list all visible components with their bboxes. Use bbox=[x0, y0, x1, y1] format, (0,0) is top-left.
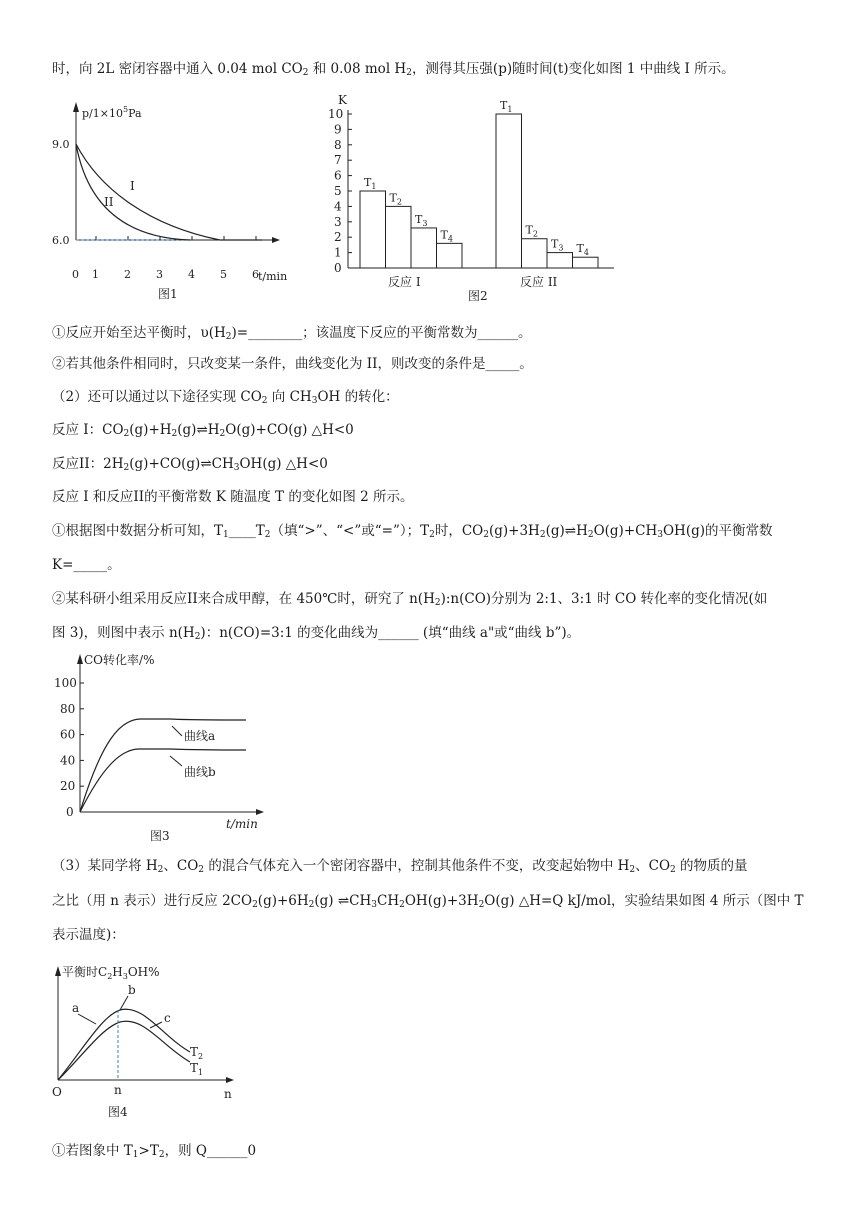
fig4-ylabel: 平衡时$C_2H_3OH\%$ bbox=[62, 965, 160, 981]
fig2-bar-2-T4 bbox=[573, 257, 599, 268]
fig2-bar-label: $T_3$ bbox=[551, 237, 564, 253]
fig1-xtick-2: 2 bbox=[124, 268, 131, 281]
fig4-label-T2: $T_2$ bbox=[190, 1045, 204, 1061]
fig1-xticks bbox=[72, 268, 259, 281]
reaction-2: 反应II：$2H_2(g)+CO(g)\rightleftharpoons CH_3OH(g)$ △H<0 bbox=[52, 456, 328, 473]
fig1-axes bbox=[73, 102, 280, 243]
fig3-label-a: 曲线a bbox=[184, 729, 216, 743]
fig4-xlabel: n bbox=[224, 1087, 232, 1101]
fig2-bar-label: $T_2$ bbox=[525, 223, 538, 239]
fig1-xtick-0: 0 bbox=[72, 268, 79, 281]
fig3-ylabel: CO转化率/% bbox=[84, 653, 155, 667]
fig4-origin: O bbox=[52, 1085, 62, 1099]
fig2-bar-2-T1 bbox=[496, 114, 522, 268]
fig3-ytick-100: 100 bbox=[54, 676, 77, 690]
fig2-group-label-1: 反应 I bbox=[388, 275, 421, 289]
fig1-xtick-4: 4 bbox=[188, 268, 195, 281]
fig2-bar-2-T3 bbox=[547, 253, 573, 268]
fig1-label-I: I bbox=[130, 179, 135, 193]
fig3-caption: 图3 bbox=[150, 829, 170, 843]
fig2-bar-label: $T_3$ bbox=[415, 212, 428, 228]
fig2-ytick-0: 0 bbox=[334, 261, 342, 275]
fig3-ytick-0: 0 bbox=[66, 805, 74, 819]
fig1-curve-I bbox=[76, 144, 262, 240]
k-description: 反应 I 和反应II的平衡常数 K 随温度 T 的变化如图 2 所示。 bbox=[52, 489, 414, 505]
reaction-1: 反应 I：$CO_2(g)+H_2(g)\rightleftharpoons H_2O(g)+CO(g)$ △H<0 bbox=[52, 422, 354, 439]
fig2-ytick-8: 8 bbox=[334, 137, 342, 152]
fig3-ytick-60: 60 bbox=[60, 727, 76, 742]
fig1-ytick-6: 6.0 bbox=[52, 234, 70, 247]
fig2-ylabel: K bbox=[338, 93, 347, 107]
fig4-label-b: b bbox=[128, 983, 136, 997]
question-5: ①若图象中 $T_1>T_2$，则 Q______0 bbox=[52, 1143, 257, 1160]
fig1-xlabel: t/min bbox=[258, 270, 288, 283]
fig3-ytick-80: 80 bbox=[60, 701, 76, 716]
fig4-label-a: a bbox=[72, 1001, 80, 1015]
fig1-caption: 图1 bbox=[158, 287, 178, 301]
fig3-curve-b bbox=[80, 749, 246, 812]
fig2-caption: 图2 bbox=[468, 289, 488, 303]
part-3-line-3: 表示温度)： bbox=[52, 927, 125, 943]
fig1-xtick-1: 1 bbox=[92, 268, 99, 281]
fig3-xlabel: t/min bbox=[226, 817, 258, 831]
figure-2-k-bar-chart bbox=[320, 90, 620, 305]
fig2-bar-1-T1 bbox=[360, 191, 386, 268]
fig2-bar-1-T2 bbox=[386, 206, 412, 268]
fig3-ytick-40: 40 bbox=[60, 753, 76, 768]
fig2-bar-label: $T_1$ bbox=[364, 176, 377, 191]
fig2-bar-label: $T_2$ bbox=[389, 191, 402, 207]
fig2-bar-1-T4 bbox=[437, 243, 463, 268]
fig1-ylabel: $p/1\times 10^5Pa$ bbox=[82, 105, 142, 120]
fig2-bar-label: $T_1$ bbox=[500, 99, 513, 114]
fig2-ytick-1: 1 bbox=[334, 245, 342, 260]
fig4-label-c: c bbox=[164, 1011, 171, 1025]
part-3-line-1: （3）某同学将 $H_2$、$CO_2$ 的混合气体充入一个密闭容器中，控制其他条件不变，改变起始物中 $H_2$、$CO_2$ 的物质的量 bbox=[52, 858, 748, 875]
figure-1-pressure-chart bbox=[40, 100, 320, 305]
question-4-cont: 图 3)，则图中表示 $n(H_2)$：n(CO)=3:1 的变化曲线为______ (填“曲线 a"或“曲线 b”)。 bbox=[52, 625, 581, 642]
fig2-ytick-9: 9 bbox=[334, 122, 342, 137]
question-3-k: K=_____。 bbox=[52, 557, 121, 573]
fig2-ytick-5: 5 bbox=[334, 184, 342, 198]
fig4-label-T1: $T_1$ bbox=[190, 1061, 204, 1077]
question-3: ①根据图中数据分析可知，$T_1\_\_\_\_T_2$（填“>”、“<”或“=”）；$T_2$时，$CO_2(g)+3H_2(g)\rightleftharpoons H_2O(g)+CH_3OH(g)$的平衡常数 bbox=[52, 523, 773, 540]
fig1-xtick-3: 3 bbox=[156, 268, 163, 281]
fig4-curve-T1 bbox=[58, 1021, 190, 1080]
fig2-group-label-2: 反应 II bbox=[520, 275, 558, 289]
fig4-xmark: n bbox=[114, 1083, 122, 1097]
question-4: ②某科研小组采用反应II来合成甲醇，在 450℃时，研究了 $n(H_2):n(CO)$分别为 2:1、3:1 时 CO 转化率的变化情况(如 bbox=[52, 591, 768, 608]
fig2-bar-1-T3 bbox=[411, 228, 437, 268]
fig2-ytick-10: 10 bbox=[328, 107, 344, 121]
fig2-ytick-6: 6 bbox=[334, 168, 342, 183]
fig2-bar-2-T2 bbox=[522, 239, 548, 268]
intro-line: 时，向 2L 密闭容器中通入 0.04 mol $CO_2$ 和 0.08 mol $H_2$，测得其压强(p)随时间(t)变化如图 1 中曲线 I 所示。 bbox=[52, 61, 735, 78]
fig3-ytick-20: 20 bbox=[60, 779, 76, 794]
fig2-ytick-2: 2 bbox=[334, 230, 342, 245]
figure-3-co-conversion-chart bbox=[40, 650, 280, 845]
fig2-bar-label: $T_4$ bbox=[576, 242, 589, 258]
fig2-bar-label: $T_4$ bbox=[440, 228, 453, 244]
fig4-caption: 图4 bbox=[108, 1105, 128, 1119]
fig3-curve-a bbox=[80, 719, 246, 812]
fig1-xtick-6: 6 bbox=[252, 268, 259, 281]
question-2: ②若其他条件相同时，只改变某一条件，曲线变化为 II，则改变的条件是_____。 bbox=[52, 356, 533, 372]
fig1-label-II: II bbox=[104, 195, 114, 209]
fig1-ytick-9: 9.0 bbox=[52, 138, 70, 151]
fig2-ytick-7: 7 bbox=[334, 153, 342, 168]
fig2-ytick-3: 3 bbox=[334, 214, 342, 229]
question-1: ①反应开始至达平衡时，$\upsilon(H_2)=\_\_\_\_\_\_\_\_$；该温度下反应的平衡常数为______。 bbox=[52, 325, 532, 342]
fig1-xtick-5: 5 bbox=[220, 268, 227, 281]
figure-4-ethanol-chart bbox=[44, 958, 254, 1123]
fig3-label-b: 曲线b bbox=[184, 765, 216, 779]
part-2-intro: （2）还可以通过以下途径实现 $CO_2$ 向 $CH_3OH$ 的转化： bbox=[52, 389, 399, 406]
fig2-ytick-4: 4 bbox=[334, 199, 342, 214]
part-3-line-2: 之比（用 n 表示）进行反应 $2CO_2(g)+6H_2(g)$ $\rightleftharpoons CH_3CH_2OH(g)+3H_2O(g)$ △H=Q kJ/mol，实验结果如图 4 所示（图中 T bbox=[52, 893, 804, 910]
